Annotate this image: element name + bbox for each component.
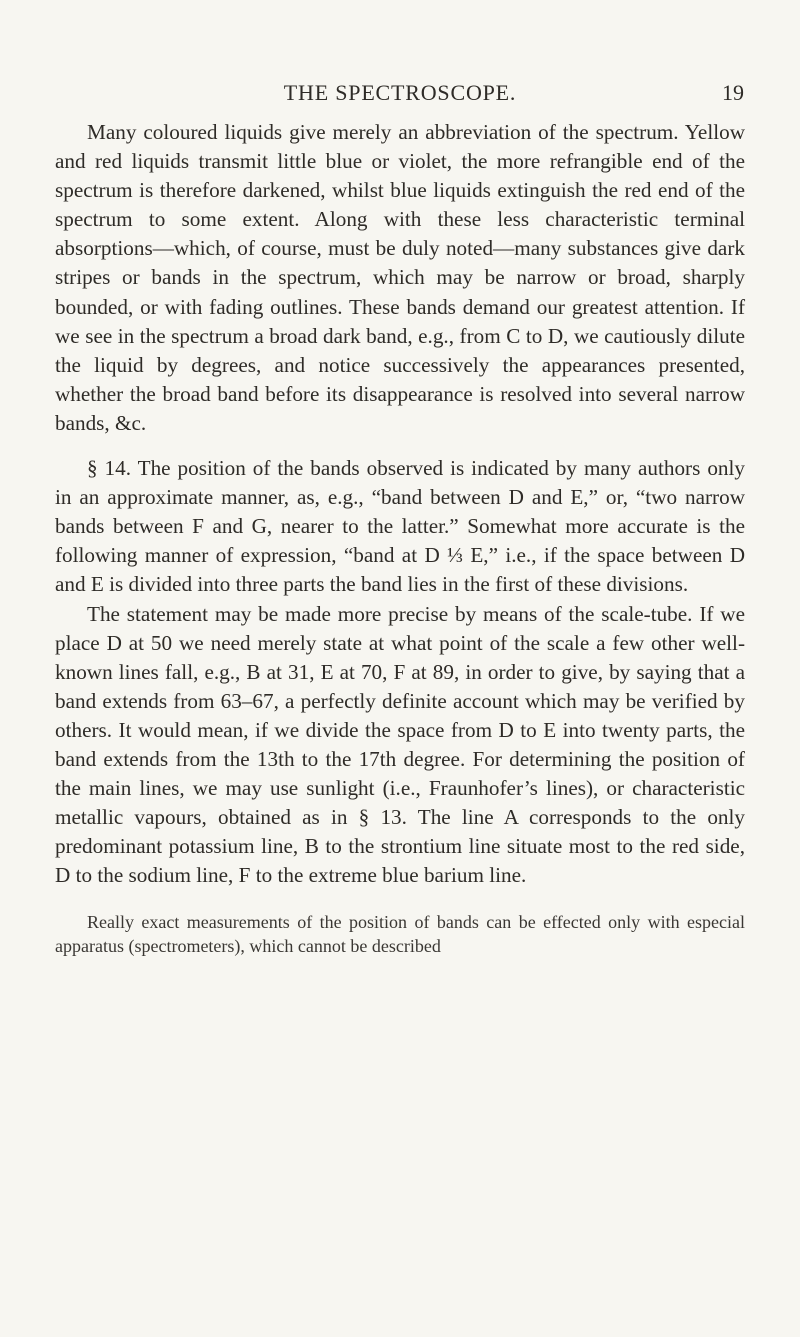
- small-print-note: Really exact measurements of the position of bands can be effected only with especial apparatus (spectrometers), which cannot be described: [55, 912, 745, 957]
- paragraph-scale-tube: The statement may be made more precise by means of the scale-tube. If we place D at 50 we need merely state at what point of the scale a few other well-known lines fall, e.g., B at 31, E at 70, F at 89, in order to give, by saying that a band extends from 63–67, a perfectly definite account which may be verified by others. It would mean, if we divide the space from D to E into twenty parts, the band extends from the 13th to the 17th degree. For determining the position of the main lines, we may use sunlight (i.e., Fraunhofer’s lines), or characteristic metallic vapours, obtained as in § 13. The line A corresponds to the only predominant potassium line, B to the strontium line situate most to the red side, D to the sodium line, F to the extreme blue barium line.: [55, 601, 745, 888]
- paragraph-section-14: § 14. The position of the bands observed is indicated by many authors only in an approximate manner, as, e.g., “band between D and E,” or, “two narrow bands between F and G, nearer to the latter.” Somewhat more accurate is the following manner of expression, “band at D ⅓ E,” i.e., if the space between D and E is divided into three parts the band lies in the first of these divisions.: [55, 456, 745, 597]
- page-title: THE SPECTROSCOPE.: [283, 80, 517, 105]
- paragraph-liquids: Many coloured liquids give merely an abbreviation of the spectrum. Yellow and red liquids transmit little blue or violet, the more refrangible end of the spectrum is therefore darkened, whilst blue liquids extinguish the red end of the spectrum to some extent. Along with these less characteristic terminal absorptions—which, of course, must be duly noted—many substances give dark stripes or bands in the spectrum, which may be narrow or broad, sharply bounded, or with fading outlines. These bands demand our greatest attention. If we see in the spectrum a broad dark band, e.g., from C to D, we cautiously dilute the liquid by degrees, and notice successively the appearances presented, whether the broad band before its disappearance is resolved into several narrow bands, &c.: [55, 120, 745, 435]
- page-number: 19: [722, 80, 744, 105]
- main-text: [55, 118, 745, 958]
- running-head: [0, 80, 800, 110]
